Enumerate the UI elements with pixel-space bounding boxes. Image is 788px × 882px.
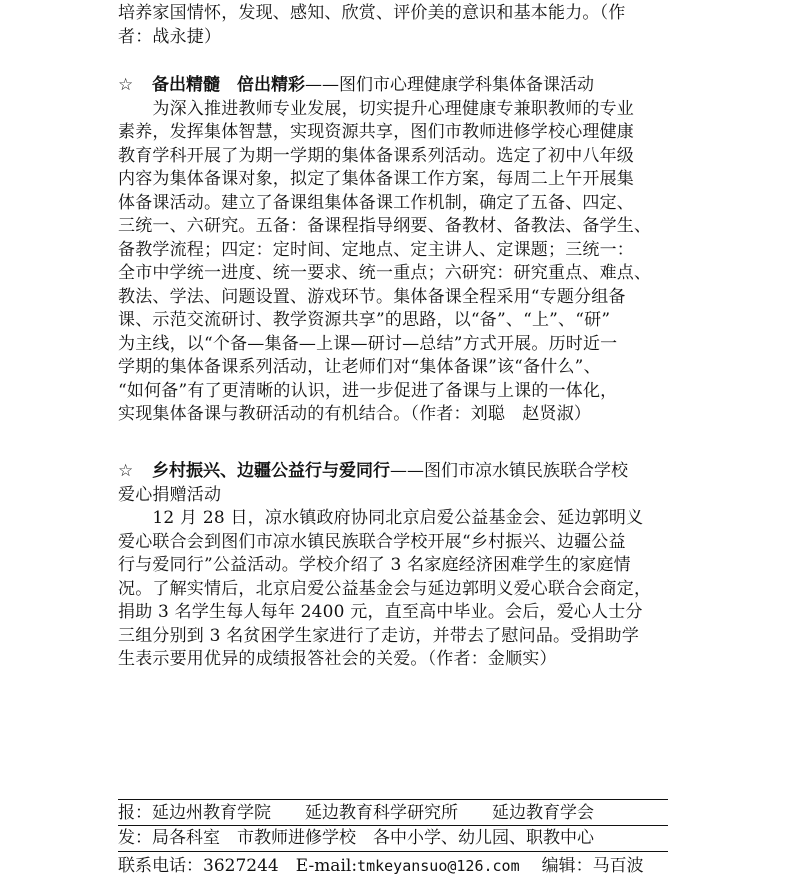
article-1-subtitle: ——图们市心理健康学科集体备课活动 xyxy=(305,75,594,95)
text-line: 行与爱同行”公益活动。学校介绍了 3 名家庭经济困难学生的家庭情 xyxy=(118,555,631,575)
report-item: 延边教育科学研究所 xyxy=(305,803,458,823)
text-line: 体备课活动。建立了备课组集体备课工作机制，确定了五备、四定、 xyxy=(118,192,634,213)
article-1 xyxy=(118,74,678,427)
text-line: 学期的集体备课系列活动，让老师们对“集体备课”该“备什么”、 xyxy=(118,357,601,377)
footer-bottom-rule xyxy=(118,851,668,852)
article-2-subtitle-continued: 爱心捐赠活动 xyxy=(118,484,222,505)
article-2-subtitle: ——图们市凉水镇民族联合学校 xyxy=(390,461,628,481)
article-2-heading xyxy=(118,460,678,484)
footer-middle-rule xyxy=(118,825,668,826)
text-line: 教育学科开展了为期一学期的集体备课系列活动。选定了初中八年级 xyxy=(118,145,634,166)
text-line: 教法、学法、问题设置、游戏环节。集体备课全程采用“专题分组备 xyxy=(118,286,626,307)
send-label: 发： xyxy=(118,828,152,848)
article-2-title: 乡村振兴、边疆公益行与爱同行 xyxy=(152,461,390,481)
text-line: 生表示要用优异的成绩报答社会的关爱。（作者：金顺实） xyxy=(118,649,557,669)
text-line: 全市中学统一进度、统一要求、统一重点；六研究：研究重点、难点、 xyxy=(118,263,652,283)
text-line: 备教学流程；四定：定时间、定地点、定主讲人、定课题；三统一： xyxy=(118,239,634,260)
footer-send-row xyxy=(118,827,594,849)
email-label: E-mail: xyxy=(295,856,358,876)
text-line: 三组分别到 3 名贫困学生家进行了走访，并带去了慰问品。受捐助学 xyxy=(118,625,640,646)
star-icon: ☆ xyxy=(118,75,134,95)
send-item: 局各科室 xyxy=(152,828,220,848)
text-line: 捐助 3 名学生每人每年 2400 元，直至高中毕业。会后，爱心人士分 xyxy=(118,602,643,622)
text-line: 者：战永捷） xyxy=(118,26,222,47)
text-line: 实现集体备课与教研活动的有机结合。（作者：刘聪 赵贤淑） xyxy=(118,404,592,424)
text-line: 况。了解实情后，北京启爱公益基金会与延边郭明义爱心联合会商定， xyxy=(118,578,652,599)
report-item: 延边州教育学院 xyxy=(152,803,271,823)
footer-top-rule xyxy=(118,799,668,800)
article-1-heading xyxy=(118,74,678,98)
text-line: “如何备”有了更清晰的认识，进一步促进了备课与上课的一体化， xyxy=(118,380,618,401)
text-line: 培养家国情怀，发现、感知、欣赏、评价美的意识和基本能力。（作 xyxy=(118,3,626,23)
editor-label: 编辑： xyxy=(541,856,593,876)
footer-contact-row xyxy=(118,855,644,877)
send-item: 各中小学、幼儿园、职教中心 xyxy=(373,828,594,848)
editor-name: 马百波 xyxy=(592,856,644,876)
text-line: 内容为集体备课对象，拟定了集体备课工作方案，每周二上午开展集 xyxy=(118,169,634,189)
contact-label: 联系电话： xyxy=(118,856,203,876)
report-item: 延边教育学会 xyxy=(492,803,594,823)
text-line: 12 月 28 日，凉水镇政府协同北京启爱公益基金会、延边郭明义 xyxy=(118,508,644,528)
text-line: 素养，发挥集体智慧，实现资源共享，图们市教师进修学校心理健康 xyxy=(118,122,634,142)
article-2-body xyxy=(118,507,678,672)
text-line: 为主线，以“个备—集备—上课—研讨—总结”方式开展。历时近一 xyxy=(118,333,618,354)
intro-paragraph xyxy=(118,2,678,49)
article-2 xyxy=(118,460,678,672)
text-line: 三统一、六研究。五备：备课程指导纲要、备教材、备教法、备学生、 xyxy=(118,216,652,236)
text-line: 为深入推进教师专业发展，切实提升心理健康专兼职教师的专业 xyxy=(118,98,634,119)
article-1-body xyxy=(118,98,678,427)
phone-number: 3627244 xyxy=(203,856,279,876)
email-address: tmkeyansuo@126.com xyxy=(357,857,520,875)
report-label: 报： xyxy=(118,803,152,823)
star-icon: ☆ xyxy=(118,461,134,481)
article-1-title: 备出精髓 倍出精彩 xyxy=(152,75,305,95)
text-line: 爱心联合会到图们市凉水镇民族联合学校开展“乡村振兴、边疆公益 xyxy=(118,531,626,552)
send-item: 市教师进修学校 xyxy=(237,828,356,848)
text-line: 课、示范交流研讨、教学资源共享”的思路，以“备”、“上”、“研” xyxy=(118,310,611,330)
footer-report-row xyxy=(118,802,594,824)
